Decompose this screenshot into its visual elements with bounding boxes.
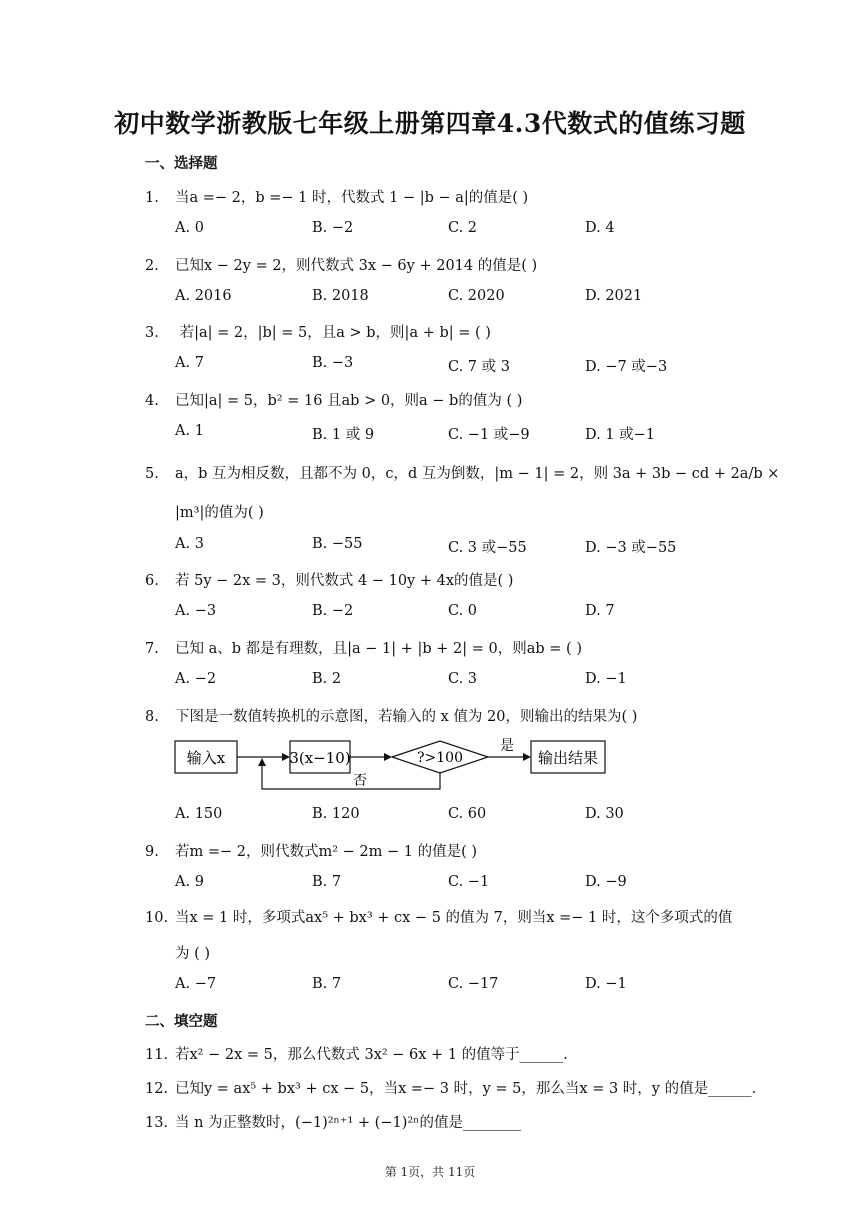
option-a: A. 0: [175, 220, 204, 236]
question-4: [145, 389, 522, 410]
question-5: [145, 462, 779, 483]
option-a: A. −7: [175, 976, 217, 992]
question-text: 若m =− 2，则代数式m² − 2m − 1 的值是( ): [175, 844, 478, 860]
question-text: 已知|a| = 5，b² = 16 且ab > 0，则a − b的值为 ( ): [175, 393, 523, 409]
option-a: A. −3: [175, 603, 217, 619]
option-b: B. 7: [312, 976, 342, 992]
option-a: A. 1: [175, 423, 204, 439]
question-text: 若x² − 2x = 5，那么代数式 3x² − 6x + 1 的值等于______.: [175, 1047, 568, 1063]
option-a: A. −2: [175, 671, 217, 687]
option-a: A. 150: [175, 806, 223, 822]
question-text: 下图是一数值转换机的示意图，若输入的 x 值为 20，则输出的结果为( ): [175, 709, 638, 725]
option-c: C. −1 或−9: [448, 427, 530, 443]
option-a: A. 2016: [175, 288, 232, 304]
question-13: [145, 1111, 521, 1132]
output-label: 输出结果: [537, 749, 599, 767]
section-heading-choice: 一、选择题: [145, 155, 218, 172]
question-text: 若 5y − 2x = 3，则代数式 4 − 10y + 4x的值是( ): [175, 573, 514, 589]
question-10: [145, 906, 732, 927]
conversion-flowchart: [170, 737, 620, 797]
option-d: D. 7: [585, 603, 615, 619]
question-9: [145, 840, 477, 861]
question-number: 12.: [145, 1081, 169, 1097]
yes-label: 是: [500, 738, 514, 754]
option-b: B. −2: [312, 603, 354, 619]
option-c: C. 2020: [448, 288, 505, 304]
question-number: 10.: [145, 910, 169, 926]
option-c: C. −1: [448, 874, 490, 890]
question-8: [145, 705, 637, 726]
option-c: C. 3 或−55: [448, 540, 527, 556]
option-d: D. −1: [585, 976, 627, 992]
question-number: 1.: [145, 190, 159, 206]
question-text: 当a =− 2，b =− 1 时，代数式 1 − |b − a|的值是( ): [175, 190, 529, 206]
question-7: [145, 637, 582, 658]
question-3: [145, 321, 491, 342]
question-number: 8.: [145, 709, 159, 725]
question-12: [145, 1077, 756, 1098]
section-heading-fill: 二、填空题: [145, 1013, 218, 1030]
option-d: D. 2021: [585, 288, 643, 304]
option-b: B. 2018: [312, 288, 369, 304]
question-text: 已知 a、b 都是有理数，且|a − 1| + |b + 2| = 0，则ab = ( ): [175, 641, 582, 657]
option-a: A. 9: [175, 874, 204, 890]
option-d: D. −9: [585, 874, 627, 890]
question-number: 4.: [145, 393, 159, 409]
option-c: C. 2: [448, 220, 478, 236]
question-number: 11.: [145, 1047, 169, 1063]
option-d: D. 1 或−1: [585, 427, 656, 443]
option-b: B. 120: [312, 806, 360, 822]
option-a: A. 3: [175, 536, 204, 552]
process-label: 3(x−10): [289, 749, 351, 767]
question-text: 已知y = ax⁵ + bx³ + cx − 5，当x =− 3 时，y = 5，那么当x = 3 时，y 的值是______.: [175, 1081, 757, 1097]
question-10-continuation: 为 ( ): [175, 946, 211, 962]
question-number: 6.: [145, 573, 159, 589]
option-a: A. 7: [175, 355, 204, 371]
option-c: C. 7 或 3: [448, 359, 510, 375]
question-number: 7.: [145, 641, 159, 657]
question-11: [145, 1043, 568, 1064]
option-b: B. −2: [312, 220, 354, 236]
option-b: B. −55: [312, 536, 363, 552]
question-6: [145, 569, 513, 590]
question-1: [145, 186, 528, 207]
question-number: 2.: [145, 258, 159, 274]
option-b: B. −3: [312, 355, 354, 371]
question-number: 5.: [145, 466, 159, 482]
arrowhead: [523, 753, 531, 761]
option-c: C. 60: [448, 806, 487, 822]
option-b: B. 2: [312, 671, 342, 687]
option-d: D. 4: [585, 220, 615, 236]
page-title: 初中数学浙教版七年级上册第四章4.3代数式的值练习题: [114, 109, 746, 138]
question-2: [145, 254, 537, 275]
question-5-continuation: |m³|的值为( ): [175, 505, 264, 521]
option-b: B. 1 或 9: [312, 427, 375, 443]
option-d: D. −1: [585, 671, 627, 687]
option-d: D. 30: [585, 806, 624, 822]
option-c: C. −17: [448, 976, 499, 992]
question-number: 13.: [145, 1115, 169, 1131]
question-number: 3.: [145, 325, 159, 341]
condition-label: ?>100: [417, 750, 463, 766]
question-text: 当x = 1 时，多项式ax⁵ + bx³ + cx − 5 的值为 7，则当x =− 1 时，这个多项式的值: [175, 910, 733, 926]
question-text: 当 n 为正整数时，(−1)²ⁿ⁺¹ + (−1)²ⁿ的值是________: [175, 1115, 521, 1131]
question-text: 已知x − 2y = 2，则代数式 3x − 6y + 2014 的值是( ): [175, 258, 538, 274]
no-label: 否: [353, 773, 367, 789]
question-text: 若|a| = 2，|b| = 5，且a > b，则|a + b| = ( ): [175, 325, 491, 341]
option-b: B. 7: [312, 874, 342, 890]
loop-arrowhead: [258, 758, 266, 766]
option-c: C. 3: [448, 671, 478, 687]
input-label: 输入x: [186, 749, 226, 767]
option-c: C. 0: [448, 603, 478, 619]
question-number: 9.: [145, 844, 159, 860]
question-text: a，b 互为相反数，且都不为 0，c，d 互为倒数，|m − 1| = 2，则 3a + 3b − cd + 2a/b ×: [175, 466, 780, 482]
option-d: D. −3 或−55: [585, 540, 677, 556]
option-d: D. −7 或−3: [585, 359, 668, 375]
page-footer: 第 1页，共 11页: [384, 1165, 476, 1179]
